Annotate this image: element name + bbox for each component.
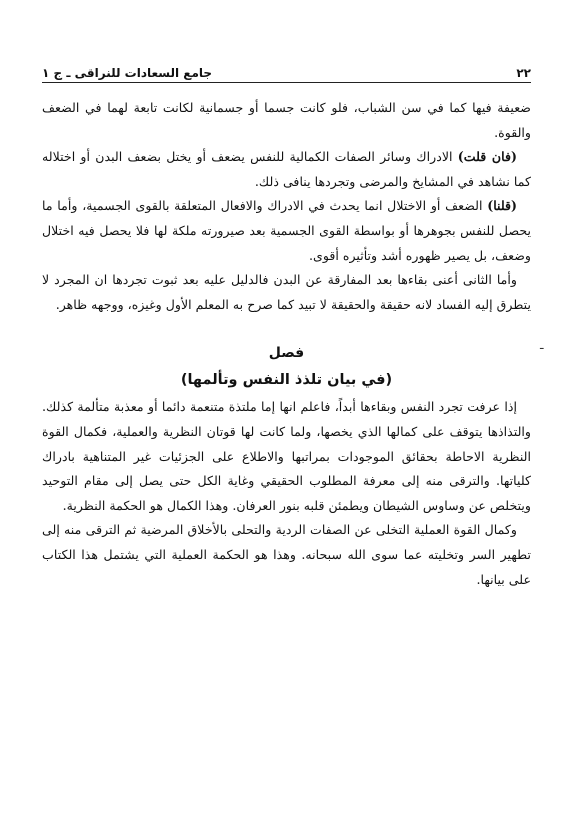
paragraph-3 [42,194,531,268]
paragraph-3-lead: (قلنا) [487,198,517,214]
paragraph-4: وأما الثانى أعنى بقاءها بعد المفارقة عن البدن فالدليل عليه بعد ثبوت تجردها ان المجرد لا يتطرق إليه الفساد لانه حقيقة والحقيقة لا تبيد كما صرح به المعلم الأول وغيزه، ووجهه ظاهر. [42,272,531,312]
section-subheading: (في بيان تلذذ النفس وتألمها) [180,372,393,389]
page-number: ٢٢ [516,66,531,80]
page-header [42,50,531,80]
header-divider [42,82,531,83]
paragraph-5: إذا عرفت تجرد النفس وبقاءها أبداً، فاعلم انها إما ملتذة متنعمة دائما أو معذبة متألمة كذلك. والتذاذها يتوقف على كمالها الذي يخصها، ولما كانت لها قوتان النظرية والعملية، فكمال القوة النظرية الاحاطة بحقائق الموجودات بمراتبها والاطلاع على الجزئيات غير المتناهية بادراك كلياتها. والترقى منه إلى معرفة المطلوب الحقيقي وغاية الكل حتى يصل إلى مقام التوحيد ويتخلص عن وساوس الشيطان ويطمئن قلبه بنور العرفان. وهذا الكمال هو الحكمة النظرية. [42,399,531,513]
paragraph-2-text: الادراك وسائر الصفات الكمالية للنفس يضعف أو يختل بضعف البدن أو اختلاله كما نشاهد في المشايخ والمرضى وتجردها ينافى ذلك. [42,149,531,189]
paragraph-2-lead: (فان قلت) [457,149,517,165]
section-heading: فصل [268,345,305,362]
paragraph-3-text: الضعف أو الاختلال انما يحدث في الادراك والافعال المتعلقة بالقوى الجسمية، وأما ما يحصل للنفس بجوهرها أو بواسطة القوى الجسمية بعد صيرورته ملكة لها فلا يحصل فيه اختلال وضعف، بل يصير ظهوره أشد وتأثيره أقوى. [42,198,531,263]
margin-mark: ـ [540,338,544,352]
paragraph-2 [42,145,531,194]
page-body [42,96,531,592]
paragraph-1: ضعيفة فيها كما في سن الشباب، فلو كانت جسما أو جسمانية لكانت تابعة لهما في الضعف والقوة. [42,100,531,140]
running-title: جامع السعادات للنراقى ـ ج ١ [42,66,213,80]
paragraph-6: وكمال القوة العملية التخلى عن الصفات الردية والتحلى بالأخلاق المرضية ثم الترقى منه إلى تطهير السر وتخليته عما سوى الله سبحانه. وهذا هو الحكمة العملية التي يشتمل هذا الكتاب على بيانها. [42,522,531,587]
